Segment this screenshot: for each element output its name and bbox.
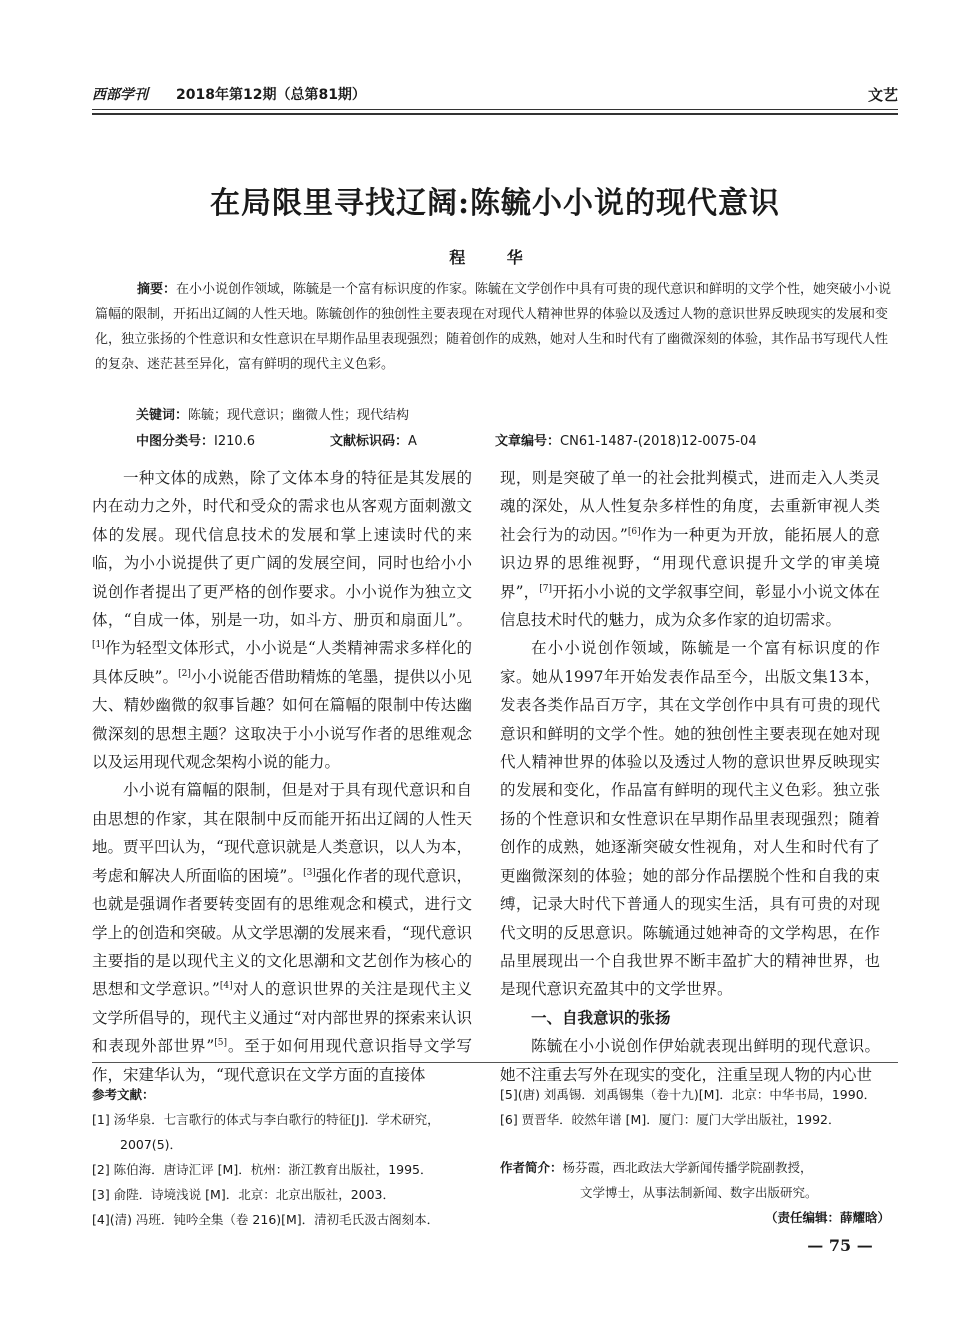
citation: [4] <box>219 981 233 992</box>
classification-label: 中图分类号： <box>136 434 215 449</box>
abstract-label: 摘要： <box>137 282 177 297</box>
reference-item: [5](唐) 刘禹锡．刘禹锡集（卷十九)[M]．北京：中华书局，1990． <box>500 1087 877 1102</box>
author-name: 程 华 <box>449 248 541 267</box>
reference-item: [6] 贾晋华．皎然年谱 [M]．厦门：厦门大学出版社，1992． <box>500 1112 841 1127</box>
paragraph-text: 强化作者的现代意识，也就是强调作者要转变固有的思维观念和模式，进行文学上的创造和突破。从文学思潮的发展来看，“现代意识主要指的是以现代主义的文化思潮和文艺创作为核心的思想和文学意识。” <box>92 866 472 999</box>
footer-rule <box>92 1062 898 1063</box>
paragraph-text: 作为一种更为开放，能拓展人的意识边界的思维视野，“用现代意识提升文学的审美境界”， <box>500 525 880 601</box>
paragraph-text: 陈毓在小小说创作伊始就表现出鲜明的现代意识。她不注重去写外在现实的变化，注重呈现人物的内心世 <box>500 1037 880 1084</box>
abstract <box>95 277 895 377</box>
issue-info: 2018年第12期（总第81期） <box>176 87 366 103</box>
paragraph-text: 作为轻型文体形式，小小说是“人类精神需求多样化的具体反映”。 <box>92 639 472 686</box>
citation: [6] <box>627 526 641 537</box>
header-rule-thin <box>92 109 898 110</box>
document-code-value: A <box>408 434 417 449</box>
article-number <box>495 430 757 449</box>
article-title: 在局限里寻找辽阔:陈毓小小说的现代意识 <box>209 186 781 221</box>
references-left <box>92 1082 492 1232</box>
citation: [2] <box>178 668 191 679</box>
references-right <box>500 1082 900 1230</box>
references-title: 参考文献： <box>92 1087 155 1102</box>
body-paragraph <box>500 464 880 634</box>
paragraph-text: 现，则是突破了单一的社会批判模式，进而走入人类灵魂的深处，从人性复杂多样性的角度，去重新审视人类社会行为的动因。” <box>500 469 880 544</box>
reference-item: [1] 汤华泉．七言歌行的体式与李白歌行的特征[J]．学术研究，2007(5)． <box>92 1112 440 1152</box>
keywords <box>136 404 409 423</box>
header-rule-thick <box>92 113 898 115</box>
body-paragraph <box>92 776 472 1088</box>
author-bio-line1: 杨芬霞，西北政法大学新闻传播学院副教授， <box>562 1160 813 1175</box>
author-bio <box>500 1155 900 1205</box>
reference-item: [3] 俞陛．诗境浅说 [M]．北京：北京出版社，2003． <box>92 1187 396 1202</box>
classification-number <box>136 430 255 449</box>
citation: [5] <box>214 1037 227 1048</box>
citation: [3] <box>303 867 316 878</box>
section-label: 文艺 <box>867 86 898 104</box>
running-header <box>92 82 898 106</box>
citation: [7] <box>539 583 553 594</box>
body-column-left <box>92 464 472 1089</box>
paragraph-text: 对人的意识世界的关注是现代主义文学所倡导的，现代主义通过“对内部世界的探索来认识和表现外部世界” <box>92 980 472 1056</box>
document-code-label: 文献标识码： <box>330 434 409 449</box>
author-bio-label: 作者简介： <box>500 1160 563 1175</box>
paragraph-text: 。至于如何用现代意识指导文学写作，宋建华认为，“现代意识在文学方面的直接体 <box>92 1037 472 1084</box>
responsible-editor: （责任编辑：薛耀晗） <box>764 1210 890 1225</box>
body-paragraph <box>92 464 472 776</box>
body-paragraph <box>500 634 880 1003</box>
section-heading: 一、自我意识的张扬 <box>531 1007 671 1027</box>
paragraph-text: 小小说有篇幅的限制，但是对于具有现代意识和自由思想的作家，其在限制中反而能开拓出辽阔的人性天地。贾平凹认为，“现代意识就是人类意识，以人为本，考虑和解决人所面临的困境”。 <box>92 781 472 885</box>
body-paragraph <box>500 1032 880 1089</box>
abstract-text: 在小小说创作领域，陈毓是一个富有标识度的作家。陈毓在文学创作中具有可贵的现代意识和鲜明的文学个性，她突破小小说篇幅的限制，开拓出辽阔的人性天地。陈毓创作的独创性主要表现在对现代人精神世界的体验以及透过人物的意识世界反映现实的发展和变化，独立张扬的个性意识和女性意识在早期作品里表现强烈；随着创作的成熟，她对人生和时代有了幽微深刻的体验，其作品书写现代人性的复杂、迷茫甚至异化，富有鲜明的现代主义色彩。 <box>95 282 892 372</box>
paragraph-text: 小小说能否借助精炼的笔墨，提供以小见大、精妙幽微的叙事旨趣？如何在篇幅的限制中传达幽微深刻的思想主题？这取决于小小说写作者的思维观念以及运用现代观念架构小说的能力。 <box>92 667 472 772</box>
journal-name: 西部学刊 <box>92 87 148 103</box>
body-column-right <box>500 464 880 1089</box>
paragraph-text: 在小小说创作领域，陈毓是一个富有标识度的作家。她从1997年开始发表作品至今，出版文集13本，发表各类作品百万字，其在文学创作中具有可贵的现代意识和鲜明的文学个性。她的独创性主要表现在她对现代人精神世界的体验以及透过人物的意识世界反映现实的发展和变化，作品富有鲜明的现代主义色彩。独立张扬的个性意识和女性意识在早期作品里表现强烈；随着创作的成熟，她逐渐突破女性视角，对人生和时代有了更幽微深刻的体验；她的部分作品摆脱个性和自我的束缚，记录大时代下普通人的现实生活，具有可贵的对现代文明的反思意识。陈毓通过她神奇的文学构思，在作品里展现出一个自我世界不断丰盈扩大的精神世界，也是现代意识充盈其中的文学世界。 <box>500 639 880 999</box>
keywords-label: 关键词： <box>136 408 189 423</box>
article-number-value: CN61-1487-(2018)12-0075-04 <box>560 434 757 449</box>
reference-item: [4](清) 冯班．钝吟全集（卷 216)[M]．清初毛氏汲古阁刻本． <box>92 1212 440 1227</box>
page-number: — 75 — <box>807 1236 873 1255</box>
author-bio-line2: 文学博士，从事法制新闻、数字出版研究。 <box>580 1185 818 1200</box>
citation: [1] <box>92 640 105 651</box>
classification-value: I210.6 <box>214 434 256 449</box>
reference-item: [2] 陈伯海．唐诗汇评 [M]．杭州：浙江教育出版社，1995． <box>92 1162 433 1177</box>
article-number-label: 文章编号： <box>495 434 561 449</box>
paragraph-text: 开拓小小说的文学叙事空间，彰显小小说文体在信息技术时代的魅力，成为众多作家的迫切需求。 <box>500 582 880 630</box>
keywords-text: 陈毓；现代意识；幽微人性；现代结构 <box>188 408 410 423</box>
paragraph-text: 一种文体的成熟，除了文体本身的特征是其发展的内在动力之外，时代和受众的需求也从客观方面刺激文体的发展。现代信息技术的发展和掌上速读时代的来临，为小小说提供了更广阔的发展空间，同时也给小小说创作者提出了更严格的创作要求。小小说作为独立文体，“自成一体，别是一功，如斗方、册页和扇面儿”。 <box>92 469 472 630</box>
document-code <box>330 430 417 449</box>
